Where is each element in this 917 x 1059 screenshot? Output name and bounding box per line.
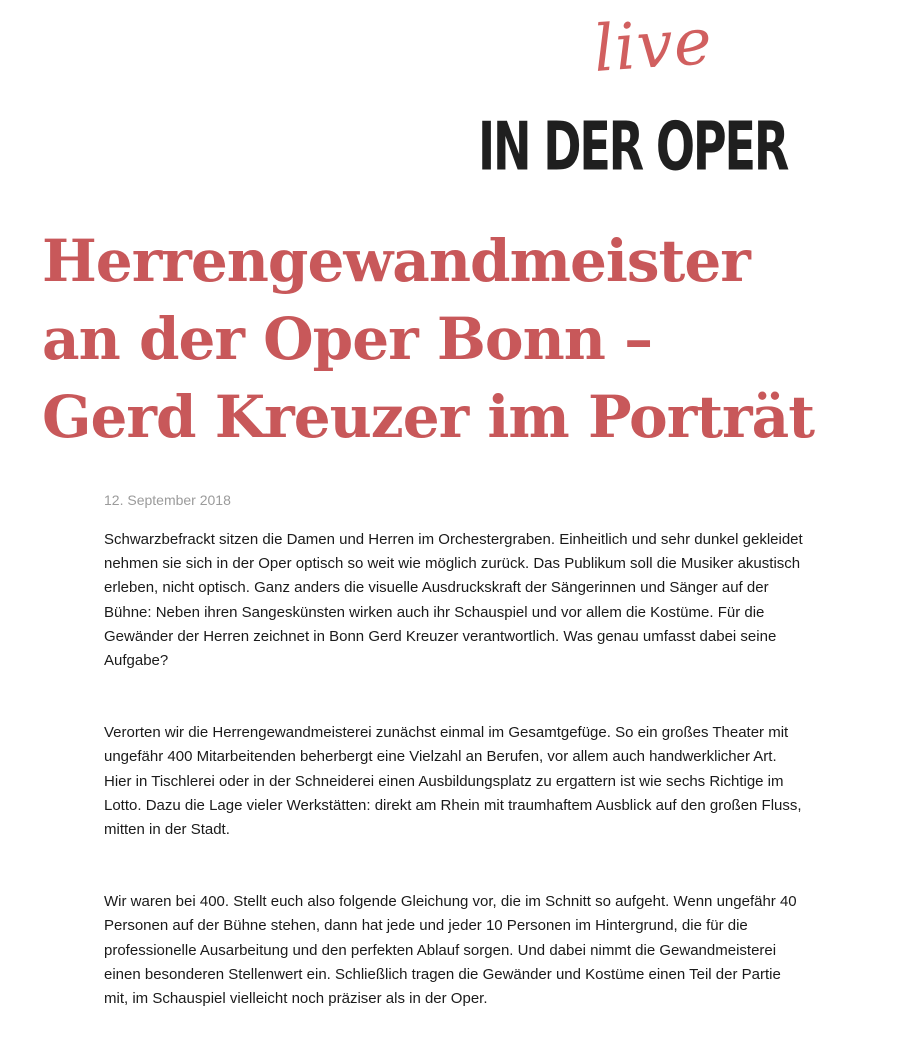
publish-date: 12. September 2018 xyxy=(104,492,231,508)
logo-live-script: live xyxy=(591,4,716,87)
site-logo[interactable] xyxy=(478,4,823,187)
article-paragraph: Verorten wir die Herrengewandmeisterei zunächst einmal im Gesamtgefüge. So ein großes Theater mit ungefähr 400 Mitarbeitenden beherbergt eine Vielzahl an Berufen, vor allem auch handwerklicher Art. Hier in Tischlerei oder in der Schneiderei einen Ausbildungsplatz zu ergattern ist wie sechs Richtige im Lotto. Dazu die Lage vieler Werkstätten: direkt am Rhein mit traumhaftem Ausblick auf den großen Fluss, mitten in der Stadt. xyxy=(104,724,802,839)
article-title-line: Herrengewandmeister xyxy=(42,227,750,295)
article-paragraph: Schwarzbefrackt sitzen die Damen und Herren im Orchestergraben. Einheitlich und sehr dunkel gekleidet nehmen sie sich in der Oper optisch so weit wie möglich zurück. Das Publikum soll die Musiker akustisch erleben, nicht optisch. Ganz anders die visuelle Ausdruckskraft der Sängerinnen und Sänger auf der Bühne: Neben ihren Sangeskünsten wirken auch ihr Schauspiel und vor allem die Kostüme. Für die Gewänder der Herren zeichnet in Bonn Gerd Kreuzer verantwortlich. Was genau umfasst dabei seine Aufgabe? xyxy=(104,531,803,670)
article-body xyxy=(104,528,808,1059)
article-title-line: an der Oper Bonn – xyxy=(42,305,653,373)
article-paragraph: Wir waren bei 400. Stellt euch also folgende Gleichung vor, die im Schnitt so aufgeht. Wenn ungefähr 40 Personen auf der Bühne stehen, dann hat jede und jeder 10 Personen im Hintergrund, die für die professionelle Ausarbeitung und den perfekten Ablauf sorgen. Und dabei nimmt die Gewandmeisterei einen besonderen Stellenwert ein. Schließlich tragen die Gewänder und Kostüme einen Teil der Partie mit, im Schauspiel vielleicht noch präziser als in der Oper. xyxy=(104,893,797,1008)
article-title xyxy=(42,222,902,456)
logo-wordmark: IN DER OPER xyxy=(478,108,788,187)
article-title-line: Gerd Kreuzer im Porträt xyxy=(42,383,814,451)
